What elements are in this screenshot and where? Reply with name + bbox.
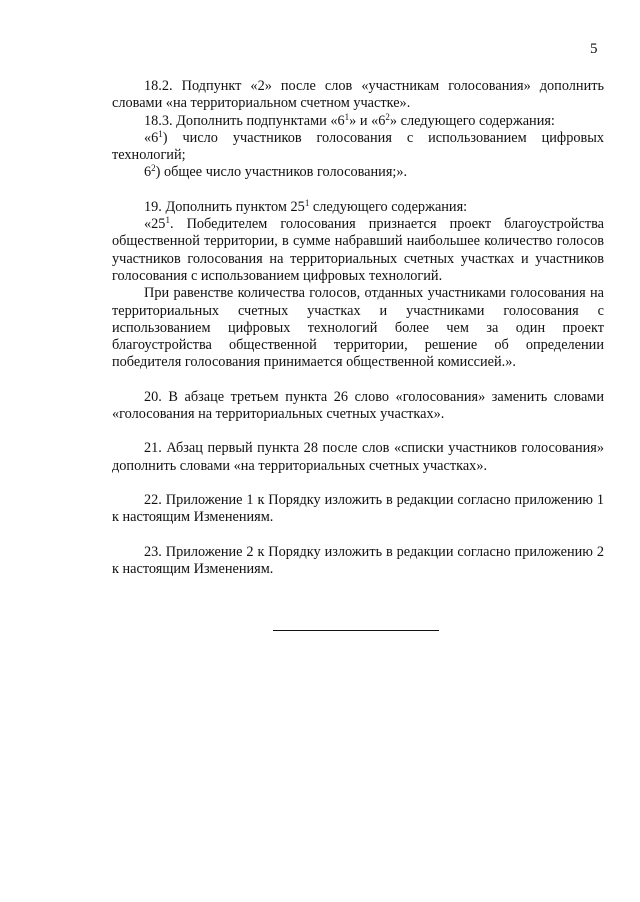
paragraph-6-2: $6^2$) общее число участников голосования;». bbox=[144, 163, 408, 181]
paragraph-21: 21. Абзац первый пункта 28 после слов «списки участников голосования» дополнить словами «на территориальных счетных участках». bbox=[112, 440, 604, 474]
closing-rule bbox=[273, 630, 439, 631]
paragraph-18-2: 18.2. Подпункт «2» после слов «участникам голосования» дополнить словами «на территориальном счетном участке». bbox=[112, 78, 604, 112]
paragraph-25-1: «$25^1$. Победителем голосования признается проект благоустройства общественной территории, в сумме набравший наибольшее количество голосов участников голосования на территориальных счетных участках и участников голосования с использованием цифровых технологий. bbox=[112, 215, 604, 284]
paragraph-22: 22. Приложение 1 к Порядку изложить в редакции согласно приложению 1 к настоящим Изменениям. bbox=[112, 491, 604, 526]
paragraph-18-3: 18.3. Дополнить подпунктами «$6^1$» и «$6^2$» следующего содержания: bbox=[144, 111, 555, 129]
paragraph-23: 23. Приложение 2 к Порядку изложить в редакции согласно приложению 2 к настоящим Изменениям. bbox=[112, 543, 604, 577]
paragraph-6-1: «$6^1$) число участников голосования с использованием цифровых технологий; bbox=[112, 128, 604, 164]
page-number: 5 bbox=[590, 41, 598, 57]
paragraph-19: 19. Дополнить пунктом $25^1$ следующего содержания: bbox=[144, 197, 468, 215]
document-body bbox=[112, 78, 604, 578]
paragraph-20: 20. В абзаце третьем пункта 26 слово «голосования» заменить словами «голосования на территориальных счетных участках». bbox=[112, 388, 604, 423]
paragraph-25-1-second: При равенстве количества голосов, отданных участниками голосования на территориальных счетных участках и участниками голосования с использованием цифровых технологий более чем за один проект благоустройства общественной территории, решение об определении победителя голосования принимается общественной комиссией.». bbox=[112, 285, 604, 371]
